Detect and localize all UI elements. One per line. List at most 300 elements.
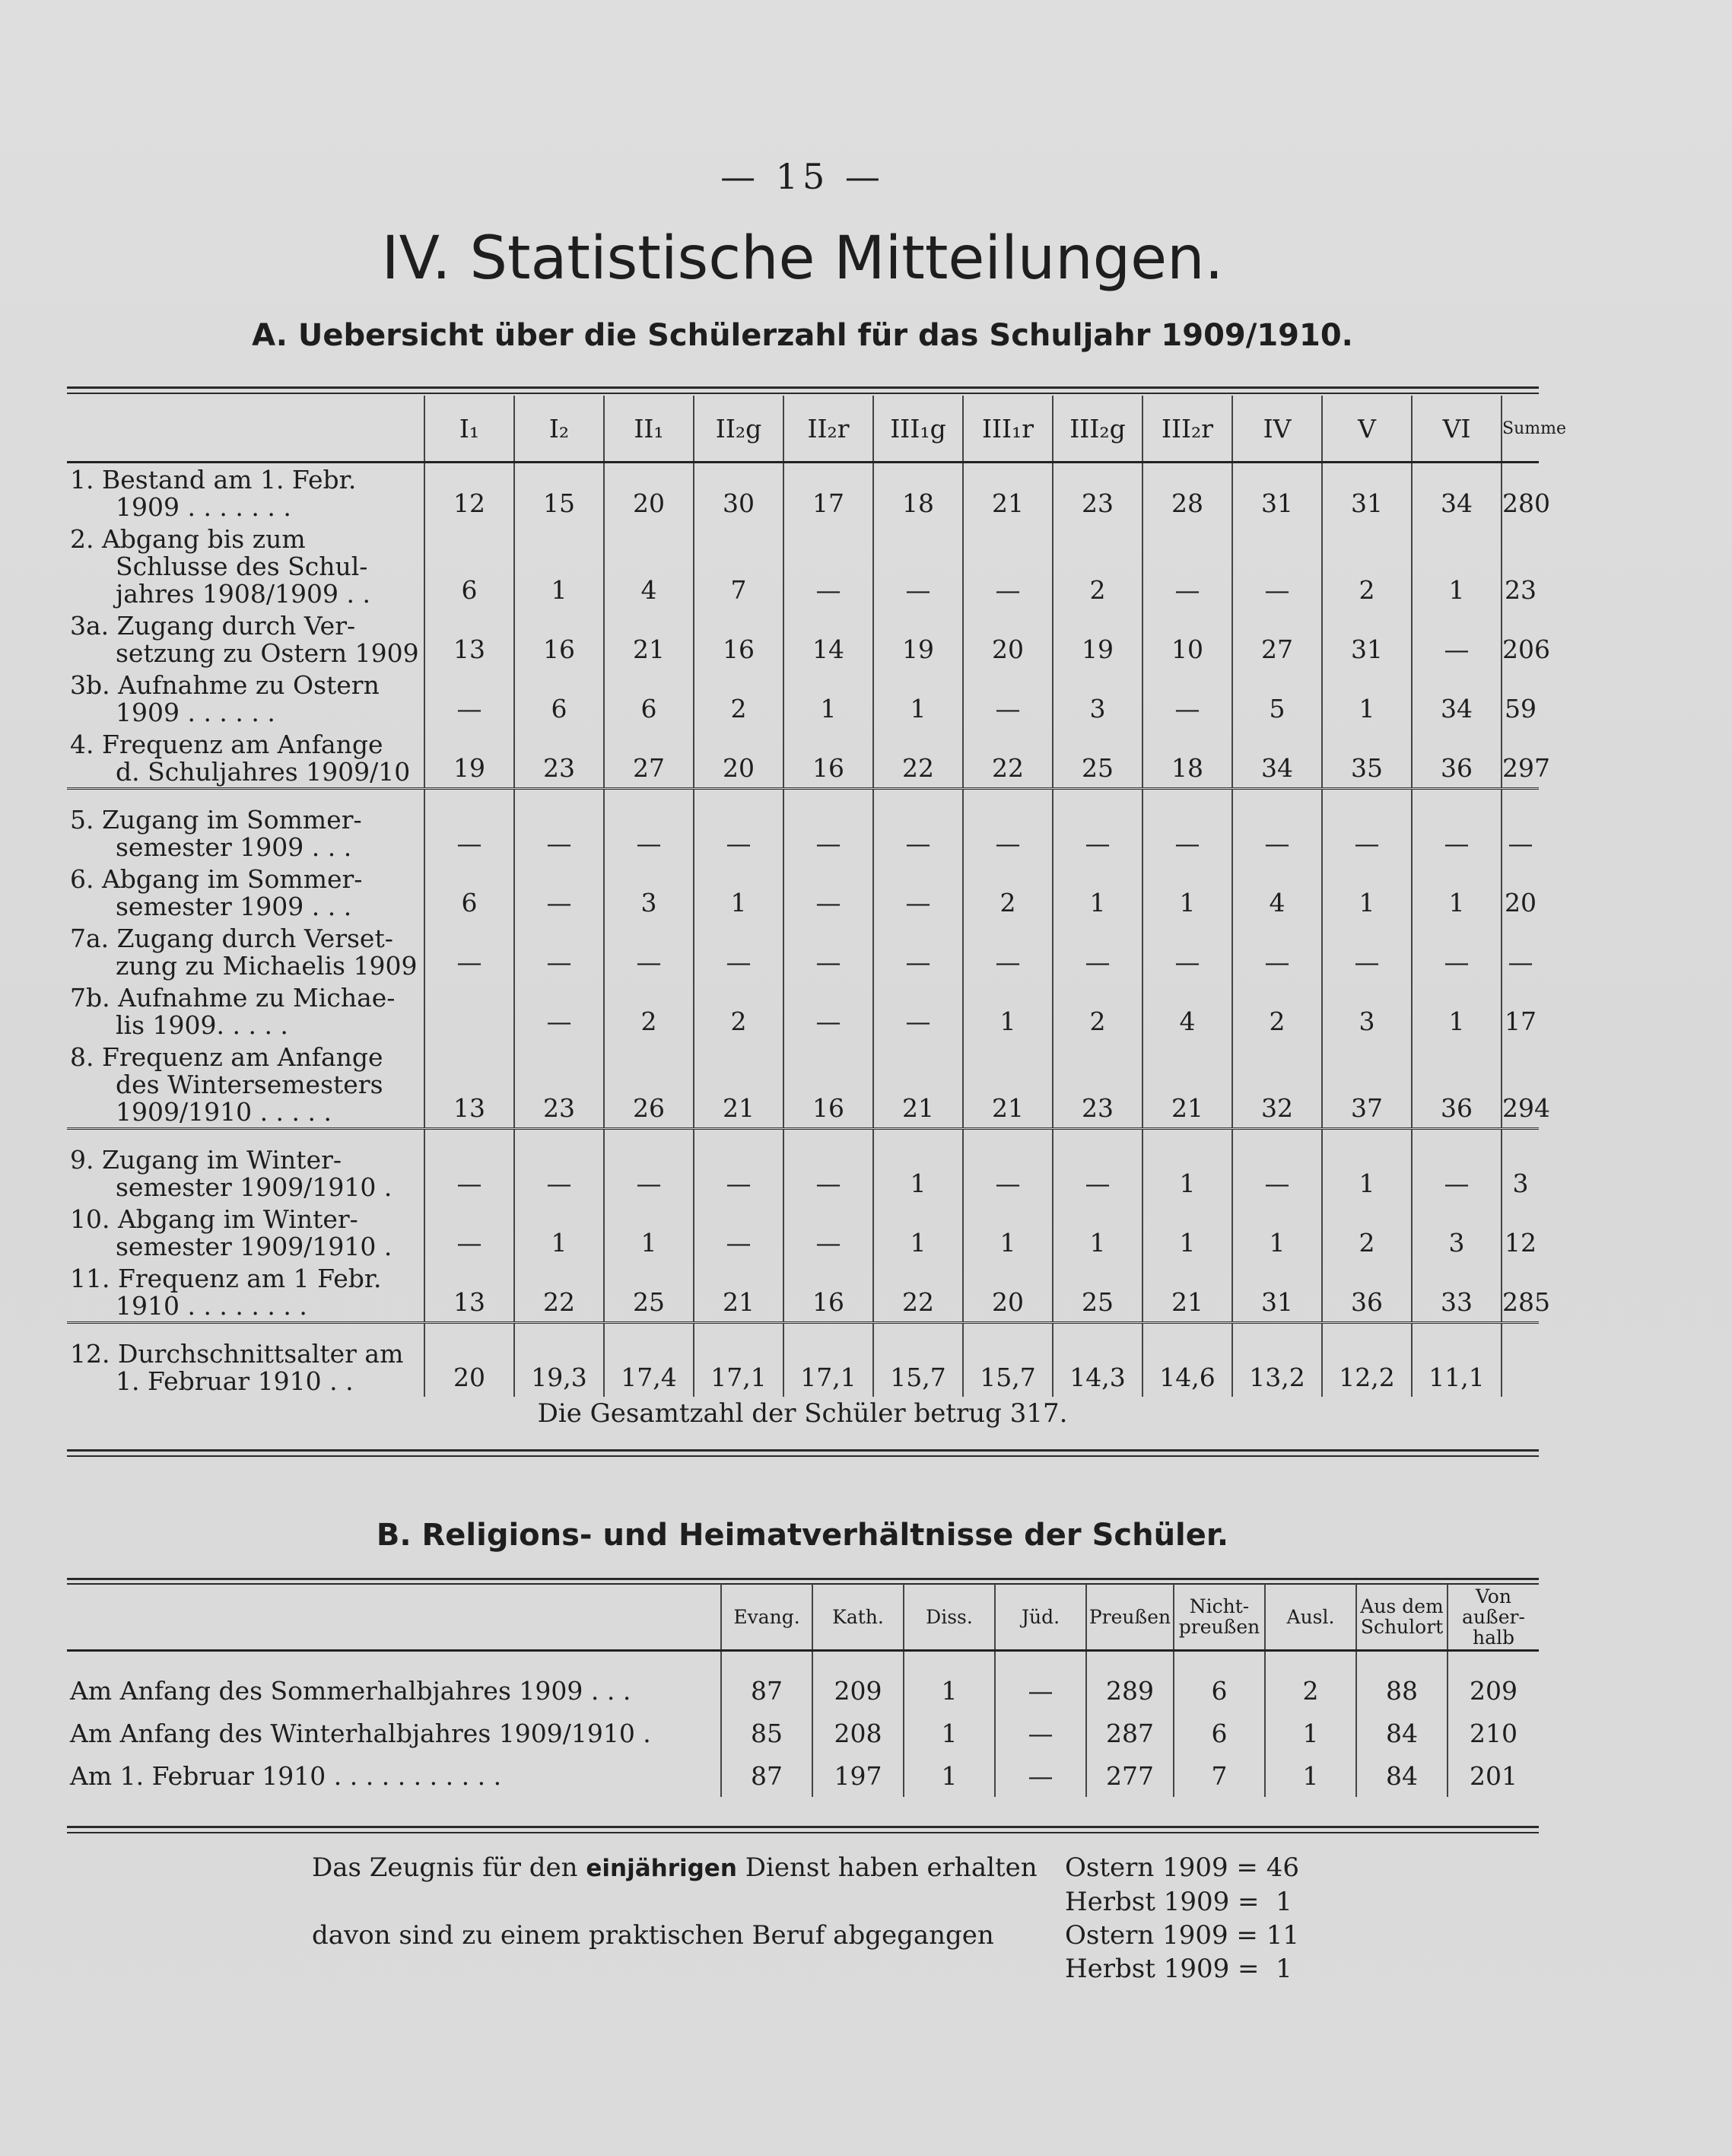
cell-value: 20 — [424, 1323, 514, 1398]
row-label — [67, 728, 424, 789]
row-label — [67, 981, 424, 1041]
cell-value: — — [783, 1203, 873, 1262]
cell-value: — — [1142, 523, 1232, 609]
cell-value: — — [514, 863, 604, 922]
cell-value: 22 — [963, 728, 1053, 789]
cell-value: 1 — [1142, 1203, 1232, 1262]
cell-value: 16 — [514, 609, 604, 669]
cell-value: 1 — [604, 1203, 694, 1262]
religion-row — [67, 1651, 1539, 1712]
cell-value: 1 — [1412, 863, 1502, 922]
cell-value: 19 — [873, 609, 963, 669]
cell-value: 11,1 — [1412, 1323, 1502, 1398]
easter-1909-count: Ostern 1909 = 46 — [1065, 1852, 1299, 1883]
cell-value: 17,1 — [783, 1323, 873, 1398]
row-label — [67, 609, 424, 669]
cell-value: — — [424, 922, 514, 981]
row-label-line: semester 1909 . . . — [116, 832, 352, 862]
cell-value: — — [1142, 789, 1232, 863]
row-label-line: jahres 1908/1909 . . — [116, 579, 370, 609]
row-label — [67, 1262, 424, 1323]
cell-value: 10 — [1142, 609, 1232, 669]
cell-value: 30 — [694, 463, 783, 523]
stats-row — [67, 609, 1539, 669]
cell-value: — — [424, 789, 514, 863]
religion-cell: 7 — [1174, 1754, 1265, 1797]
cell-value: 37 — [1322, 1041, 1412, 1129]
cell-value: 31 — [1232, 1262, 1322, 1323]
cell-value: 13 — [424, 1262, 514, 1323]
religion-col-header: Evang. — [721, 1584, 812, 1651]
section-a-heading: A. Uebersicht über die Schülerzahl für das Schuljahr 1909/1910. — [252, 318, 1353, 353]
col-header: III₁g — [873, 396, 963, 463]
col-header: II₁ — [604, 396, 694, 463]
cell-value: 31 — [1322, 463, 1412, 523]
row-label-line: 6. Abgang im Sommer- — [70, 864, 363, 894]
cell-value: 12 — [1502, 1203, 1539, 1262]
cell-value: 16 — [783, 728, 873, 789]
cell-value: — — [1412, 1129, 1502, 1204]
cell-value: 35 — [1322, 728, 1412, 789]
cell-value: 20 — [694, 728, 783, 789]
cell-value: 16 — [694, 609, 783, 669]
autumn-1909-count: Herbst 1909 = 1 — [1065, 1887, 1292, 1917]
row-label-line: 12. Durchschnittsalter am — [70, 1339, 404, 1369]
religion-row — [67, 1754, 1539, 1797]
cell-value: 20 — [604, 463, 694, 523]
cell-value: 28 — [1142, 463, 1232, 523]
cell-value: — — [873, 981, 963, 1041]
cell-value: 285 — [1502, 1262, 1539, 1323]
cell-value: — — [1232, 1129, 1322, 1204]
religion-row-label: Am Anfang des Sommerhalbjahres 1909 . . . — [70, 1675, 631, 1706]
cell-value: 294 — [1502, 1041, 1539, 1129]
stats-row — [67, 669, 1539, 728]
religion-cell: 1 — [904, 1651, 995, 1712]
cell-value: — — [1412, 609, 1502, 669]
cell-value: 23 — [514, 1041, 604, 1129]
cell-value: — — [1053, 789, 1142, 863]
cell-value: — — [873, 922, 963, 981]
page-number: — 15 — — [720, 156, 885, 197]
row-label-line: 7b. Aufnahme zu Michae- — [70, 983, 396, 1013]
cell-value: 3 — [1412, 1203, 1502, 1262]
col-header: I₂ — [514, 396, 604, 463]
cell-value: 20 — [963, 1262, 1053, 1323]
cell-value: 1 — [514, 1203, 604, 1262]
col-header: IV — [1232, 396, 1322, 463]
cell-value — [424, 981, 514, 1041]
cell-value: 2 — [1322, 523, 1412, 609]
cell-value: 33 — [1412, 1262, 1502, 1323]
cell-value: 21 — [694, 1262, 783, 1323]
cell-value: 12 — [424, 463, 514, 523]
religion-cell: 209 — [812, 1651, 904, 1712]
rule-bottom-a — [67, 1449, 1539, 1452]
cell-value: — — [783, 523, 873, 609]
cell-value: 1 — [873, 1203, 963, 1262]
row-label — [67, 1041, 424, 1129]
cell-value: — — [1322, 922, 1412, 981]
cell-value: — — [604, 922, 694, 981]
stats-header-label — [67, 396, 424, 463]
cell-value: 34 — [1412, 669, 1502, 728]
cell-value: 1 — [514, 523, 604, 609]
religion-cell: 277 — [1086, 1754, 1174, 1797]
stats-row — [67, 789, 1539, 863]
cell-value: — — [604, 1129, 694, 1204]
row-label — [67, 789, 424, 863]
religion-col-header: Ausl. — [1265, 1584, 1356, 1651]
cell-value: 16 — [783, 1041, 873, 1129]
cell-value: — — [1502, 922, 1539, 981]
cell-value: 2 — [694, 669, 783, 728]
cell-value: 17,4 — [604, 1323, 694, 1398]
cell-value: — — [694, 1129, 783, 1204]
religion-cell: 210 — [1448, 1712, 1539, 1754]
cell-value: — — [694, 1203, 783, 1262]
cell-value: — — [1232, 922, 1322, 981]
row-label-line: 1909 . . . . . . . — [116, 492, 291, 522]
stats-body — [67, 463, 1550, 1398]
cell-value: — — [694, 922, 783, 981]
cell-value: — — [424, 1129, 514, 1204]
stats-header-row — [67, 396, 1539, 463]
religion-cell: 88 — [1356, 1651, 1448, 1712]
row-label-line: semester 1909/1910 . — [116, 1172, 392, 1202]
religion-cell: 1 — [904, 1754, 995, 1797]
cell-value: 17 — [783, 463, 873, 523]
certificate-note — [312, 1851, 1308, 1986]
cell-value: — — [783, 789, 873, 863]
row-label — [67, 922, 424, 981]
cell-value: — — [514, 981, 604, 1041]
religion-cell: 84 — [1356, 1712, 1448, 1754]
religion-table — [67, 1584, 1539, 1797]
row-label-line: 1. Bestand am 1. Febr. — [70, 465, 357, 494]
cell-value: 5 — [1232, 669, 1322, 728]
col-header: I₁ — [424, 396, 514, 463]
cell-value: 4 — [604, 523, 694, 609]
row-label-line: lis 1909. . . . . — [116, 1010, 288, 1040]
religion-col-header: Von außer- halb — [1448, 1584, 1539, 1651]
cell-value: 2 — [694, 981, 783, 1041]
cell-value: 12,2 — [1322, 1323, 1412, 1398]
religion-cell: 201 — [1448, 1754, 1539, 1797]
cell-value: — — [1232, 523, 1322, 609]
row-label-line: 3a. Zugang durch Ver- — [70, 611, 356, 641]
religion-cell: 1 — [904, 1712, 995, 1754]
cell-value: 15,7 — [873, 1323, 963, 1398]
row-label-line: 1909 . . . . . . — [116, 698, 275, 727]
religion-cell: 197 — [812, 1754, 904, 1797]
row-label — [67, 463, 424, 523]
rule-bottom-b — [67, 1826, 1539, 1828]
cell-value: 34 — [1412, 463, 1502, 523]
col-header: II₂g — [694, 396, 783, 463]
cell-value: 16 — [783, 1262, 873, 1323]
row-label-line: 11. Frequenz am 1 Febr. — [70, 1264, 382, 1293]
cell-value: — — [424, 1203, 514, 1262]
religion-header-row — [67, 1584, 1539, 1651]
row-label — [67, 863, 424, 922]
cell-value: — — [783, 922, 873, 981]
stats-row — [67, 1041, 1539, 1129]
cell-value: 15 — [514, 463, 604, 523]
certificate-text — [312, 1851, 1065, 1885]
row-label-line: 1. Februar 1910 . . — [116, 1366, 354, 1396]
cell-value: — — [1053, 922, 1142, 981]
cell-value: 22 — [873, 1262, 963, 1323]
cell-value: 2 — [1053, 981, 1142, 1041]
cell-value: 1 — [1412, 981, 1502, 1041]
col-header: II₂r — [783, 396, 873, 463]
religion-cell: 1 — [1265, 1712, 1356, 1754]
practical-job-text: davon sind zu einem praktischen Beruf abgegangen — [312, 1920, 994, 1951]
stats-row — [67, 463, 1539, 523]
rule-bottom-a-2 — [67, 1455, 1539, 1457]
religion-cell: 208 — [812, 1712, 904, 1754]
col-header: VI — [1412, 396, 1502, 463]
stats-row — [67, 1129, 1539, 1204]
certificate-text-post: Dienst haben erhalten — [745, 1852, 1038, 1883]
row-label-line: 9. Zugang im Winter- — [70, 1145, 342, 1175]
stats-row — [67, 728, 1539, 789]
religion-col-header: Jüd. — [995, 1584, 1086, 1651]
row-label-line: 8. Frequenz am Anfange — [70, 1042, 383, 1072]
row-label — [67, 1129, 424, 1204]
cell-value: 6 — [514, 669, 604, 728]
cell-value: 6 — [604, 669, 694, 728]
rule-top-a-2 — [67, 393, 1539, 394]
cell-value: 13 — [424, 609, 514, 669]
cell-value: — — [1053, 1129, 1142, 1204]
rule-top-a — [67, 386, 1539, 389]
cell-value: 20 — [963, 609, 1053, 669]
row-label-line: zung zu Michaelis 1909 — [116, 951, 418, 981]
religion-cell: — — [995, 1754, 1086, 1797]
col-header-summe: Summe — [1502, 396, 1539, 463]
cell-value: 23 — [514, 728, 604, 789]
religion-col-header: Diss. — [904, 1584, 995, 1651]
cell-value: — — [604, 789, 694, 863]
cell-value: — — [514, 789, 604, 863]
cell-value: 36 — [1412, 1041, 1502, 1129]
religion-cell: 84 — [1356, 1754, 1448, 1797]
rule-bottom-b-2 — [67, 1832, 1539, 1833]
cell-value: 1 — [1322, 669, 1412, 728]
cell-value: 1 — [1053, 863, 1142, 922]
religion-row-label: Am Anfang des Winterhalbjahres 1909/1910 . — [70, 1718, 651, 1748]
student-count-table — [67, 396, 1566, 1397]
religion-cell: 6 — [1174, 1651, 1265, 1712]
religion-cell: 1 — [1265, 1754, 1356, 1797]
cell-value: 14,3 — [1053, 1323, 1142, 1398]
row-label-line: semester 1909 . . . — [116, 892, 352, 921]
cell-value: — — [963, 523, 1053, 609]
cell-value: 6 — [424, 523, 514, 609]
cell-value: — — [783, 981, 873, 1041]
cell-value: 59 — [1502, 669, 1539, 728]
religion-col-header: Kath. — [812, 1584, 904, 1651]
cell-value: 23 — [1053, 1041, 1142, 1129]
religion-cell: 209 — [1448, 1651, 1539, 1712]
cell-value: 13 — [424, 1041, 514, 1129]
cell-value: 6 — [424, 863, 514, 922]
cell-value: 27 — [604, 728, 694, 789]
stats-row — [67, 922, 1539, 981]
religion-cell: 87 — [721, 1754, 812, 1797]
cell-value: 26 — [604, 1041, 694, 1129]
certificate-text-pre: Das Zeugnis für den — [312, 1852, 578, 1883]
cell-value: 31 — [1232, 463, 1322, 523]
stats-row — [67, 1262, 1539, 1323]
religion-row-label: Am 1. Februar 1910 . . . . . . . . . . . — [70, 1760, 502, 1791]
row-label-line: 1909/1910 . . . . . — [116, 1097, 332, 1127]
religion-col-header: Nicht- preußen — [1174, 1584, 1265, 1651]
row-label-line: 1910 . . . . . . . . — [116, 1291, 307, 1321]
cell-value: — — [1502, 789, 1539, 863]
cell-value: 36 — [1322, 1262, 1412, 1323]
cell-value: 13,2 — [1232, 1323, 1322, 1398]
cell-value: 1 — [1412, 523, 1502, 609]
cell-value: 34 — [1232, 728, 1322, 789]
religion-cell: 85 — [721, 1712, 812, 1754]
cell-value: — — [873, 789, 963, 863]
cell-value: — — [873, 523, 963, 609]
religion-body — [67, 1651, 1539, 1798]
cell-value: 21 — [604, 609, 694, 669]
religion-cell: 289 — [1086, 1651, 1174, 1712]
religion-col-header: Aus dem Schulort — [1356, 1584, 1448, 1651]
row-label-line: des Wintersemesters — [116, 1070, 383, 1099]
cell-value: 3 — [1322, 981, 1412, 1041]
religion-cell: 87 — [721, 1651, 812, 1712]
row-label-line: 4. Frequenz am Anfange — [70, 730, 383, 759]
cell-value: 22 — [514, 1262, 604, 1323]
cell-value: 1 — [873, 1129, 963, 1204]
cell-value: 17,1 — [694, 1323, 783, 1398]
cell-value: — — [1412, 922, 1502, 981]
stats-row — [67, 981, 1539, 1041]
row-label-line: 7a. Zugang durch Verset- — [70, 924, 393, 953]
religion-cell: 6 — [1174, 1712, 1265, 1754]
cell-value: 19 — [424, 728, 514, 789]
cell-value: 1 — [873, 669, 963, 728]
cell-value: 297 — [1502, 728, 1539, 789]
cell-value: 14,6 — [1142, 1323, 1232, 1398]
cell-value: 2 — [1053, 523, 1142, 609]
cell-value: 21 — [1142, 1041, 1232, 1129]
col-header: III₂g — [1053, 396, 1142, 463]
cell-value: 2 — [1232, 981, 1322, 1041]
row-label — [67, 1323, 424, 1398]
cell-value: — — [963, 669, 1053, 728]
cell-value: 21 — [694, 1041, 783, 1129]
cell-value: 14 — [783, 609, 873, 669]
cell-value: 280 — [1502, 463, 1539, 523]
cell-value: 36 — [1412, 728, 1502, 789]
cell-value: 1 — [694, 863, 783, 922]
cell-value: 3 — [1502, 1129, 1539, 1204]
section-b-heading: B. Religions- und Heimatverhältnisse der Schüler. — [376, 1518, 1229, 1553]
row-label-line: 2. Abgang bis zum — [70, 524, 306, 554]
row-label — [67, 523, 424, 609]
religion-cell: 287 — [1086, 1712, 1174, 1754]
row-label-line: Schlusse des Schul- — [116, 552, 368, 581]
cell-value: — — [963, 1129, 1053, 1204]
cell-value: 22 — [873, 728, 963, 789]
religion-cell: — — [995, 1712, 1086, 1754]
cell-value: 31 — [1322, 609, 1412, 669]
stats-row — [67, 1203, 1539, 1262]
cell-value: 21 — [963, 463, 1053, 523]
rule-top-b — [67, 1578, 1539, 1580]
cell-value: — — [963, 789, 1053, 863]
autumn-1909-left: Herbst 1909 = 1 — [1065, 1954, 1292, 1984]
cell-value: 1 — [1322, 863, 1412, 922]
certificate-text-bold: einjährigen — [586, 1855, 737, 1882]
cell-value: — — [514, 1129, 604, 1204]
page-title: IV. Statistische Mitteilungen. — [381, 224, 1224, 293]
cell-value: 15,7 — [963, 1323, 1053, 1398]
row-label-line: 5. Zugang im Sommer- — [70, 805, 362, 835]
col-header: III₂r — [1142, 396, 1232, 463]
cell-value: — — [694, 789, 783, 863]
row-label-line: setzung zu Ostern 1909 — [116, 638, 419, 668]
cell-value: 2 — [963, 863, 1053, 922]
cell-value: — — [1232, 789, 1322, 863]
cell-value: 1 — [963, 981, 1053, 1041]
cell-value: — — [514, 922, 604, 981]
cell-value: — — [1322, 789, 1412, 863]
row-label-line: 3b. Aufnahme zu Ostern — [70, 670, 380, 700]
cell-value: 32 — [1232, 1041, 1322, 1129]
cell-value: 25 — [604, 1262, 694, 1323]
religion-row — [67, 1712, 1539, 1754]
cell-value: 3 — [604, 863, 694, 922]
religion-col-header: Preußen — [1086, 1584, 1174, 1651]
cell-value: 25 — [1053, 1262, 1142, 1323]
cell-value: 2 — [1322, 1203, 1412, 1262]
row-label-line: 10. Abgang im Winter- — [70, 1204, 358, 1234]
cell-value: — — [783, 863, 873, 922]
cell-value: 23 — [1502, 523, 1539, 609]
stats-row — [67, 1323, 1539, 1398]
cell-value: 1 — [1322, 1129, 1412, 1204]
religion-header-label — [67, 1584, 721, 1651]
row-label-line: semester 1909/1910 . — [116, 1232, 392, 1261]
religion-cell: — — [995, 1651, 1086, 1712]
cell-value: 4 — [1232, 863, 1322, 922]
col-header: III₁r — [963, 396, 1053, 463]
easter-1909-left: Ostern 1909 = 11 — [1065, 1920, 1299, 1951]
cell-value: 21 — [873, 1041, 963, 1129]
cell-value: 7 — [694, 523, 783, 609]
cell-value: 18 — [1142, 728, 1232, 789]
cell-value: 1 — [963, 1203, 1053, 1262]
cell-value: 23 — [1053, 463, 1142, 523]
cell-value: — — [873, 863, 963, 922]
cell-value: — — [1142, 922, 1232, 981]
cell-value: 1 — [1142, 863, 1232, 922]
cell-value: 2 — [604, 981, 694, 1041]
cell-value: 21 — [963, 1041, 1053, 1129]
religion-cell: 2 — [1265, 1651, 1356, 1712]
cell-value: 21 — [1142, 1262, 1232, 1323]
cell-value: 25 — [1053, 728, 1142, 789]
cell-value: 18 — [873, 463, 963, 523]
